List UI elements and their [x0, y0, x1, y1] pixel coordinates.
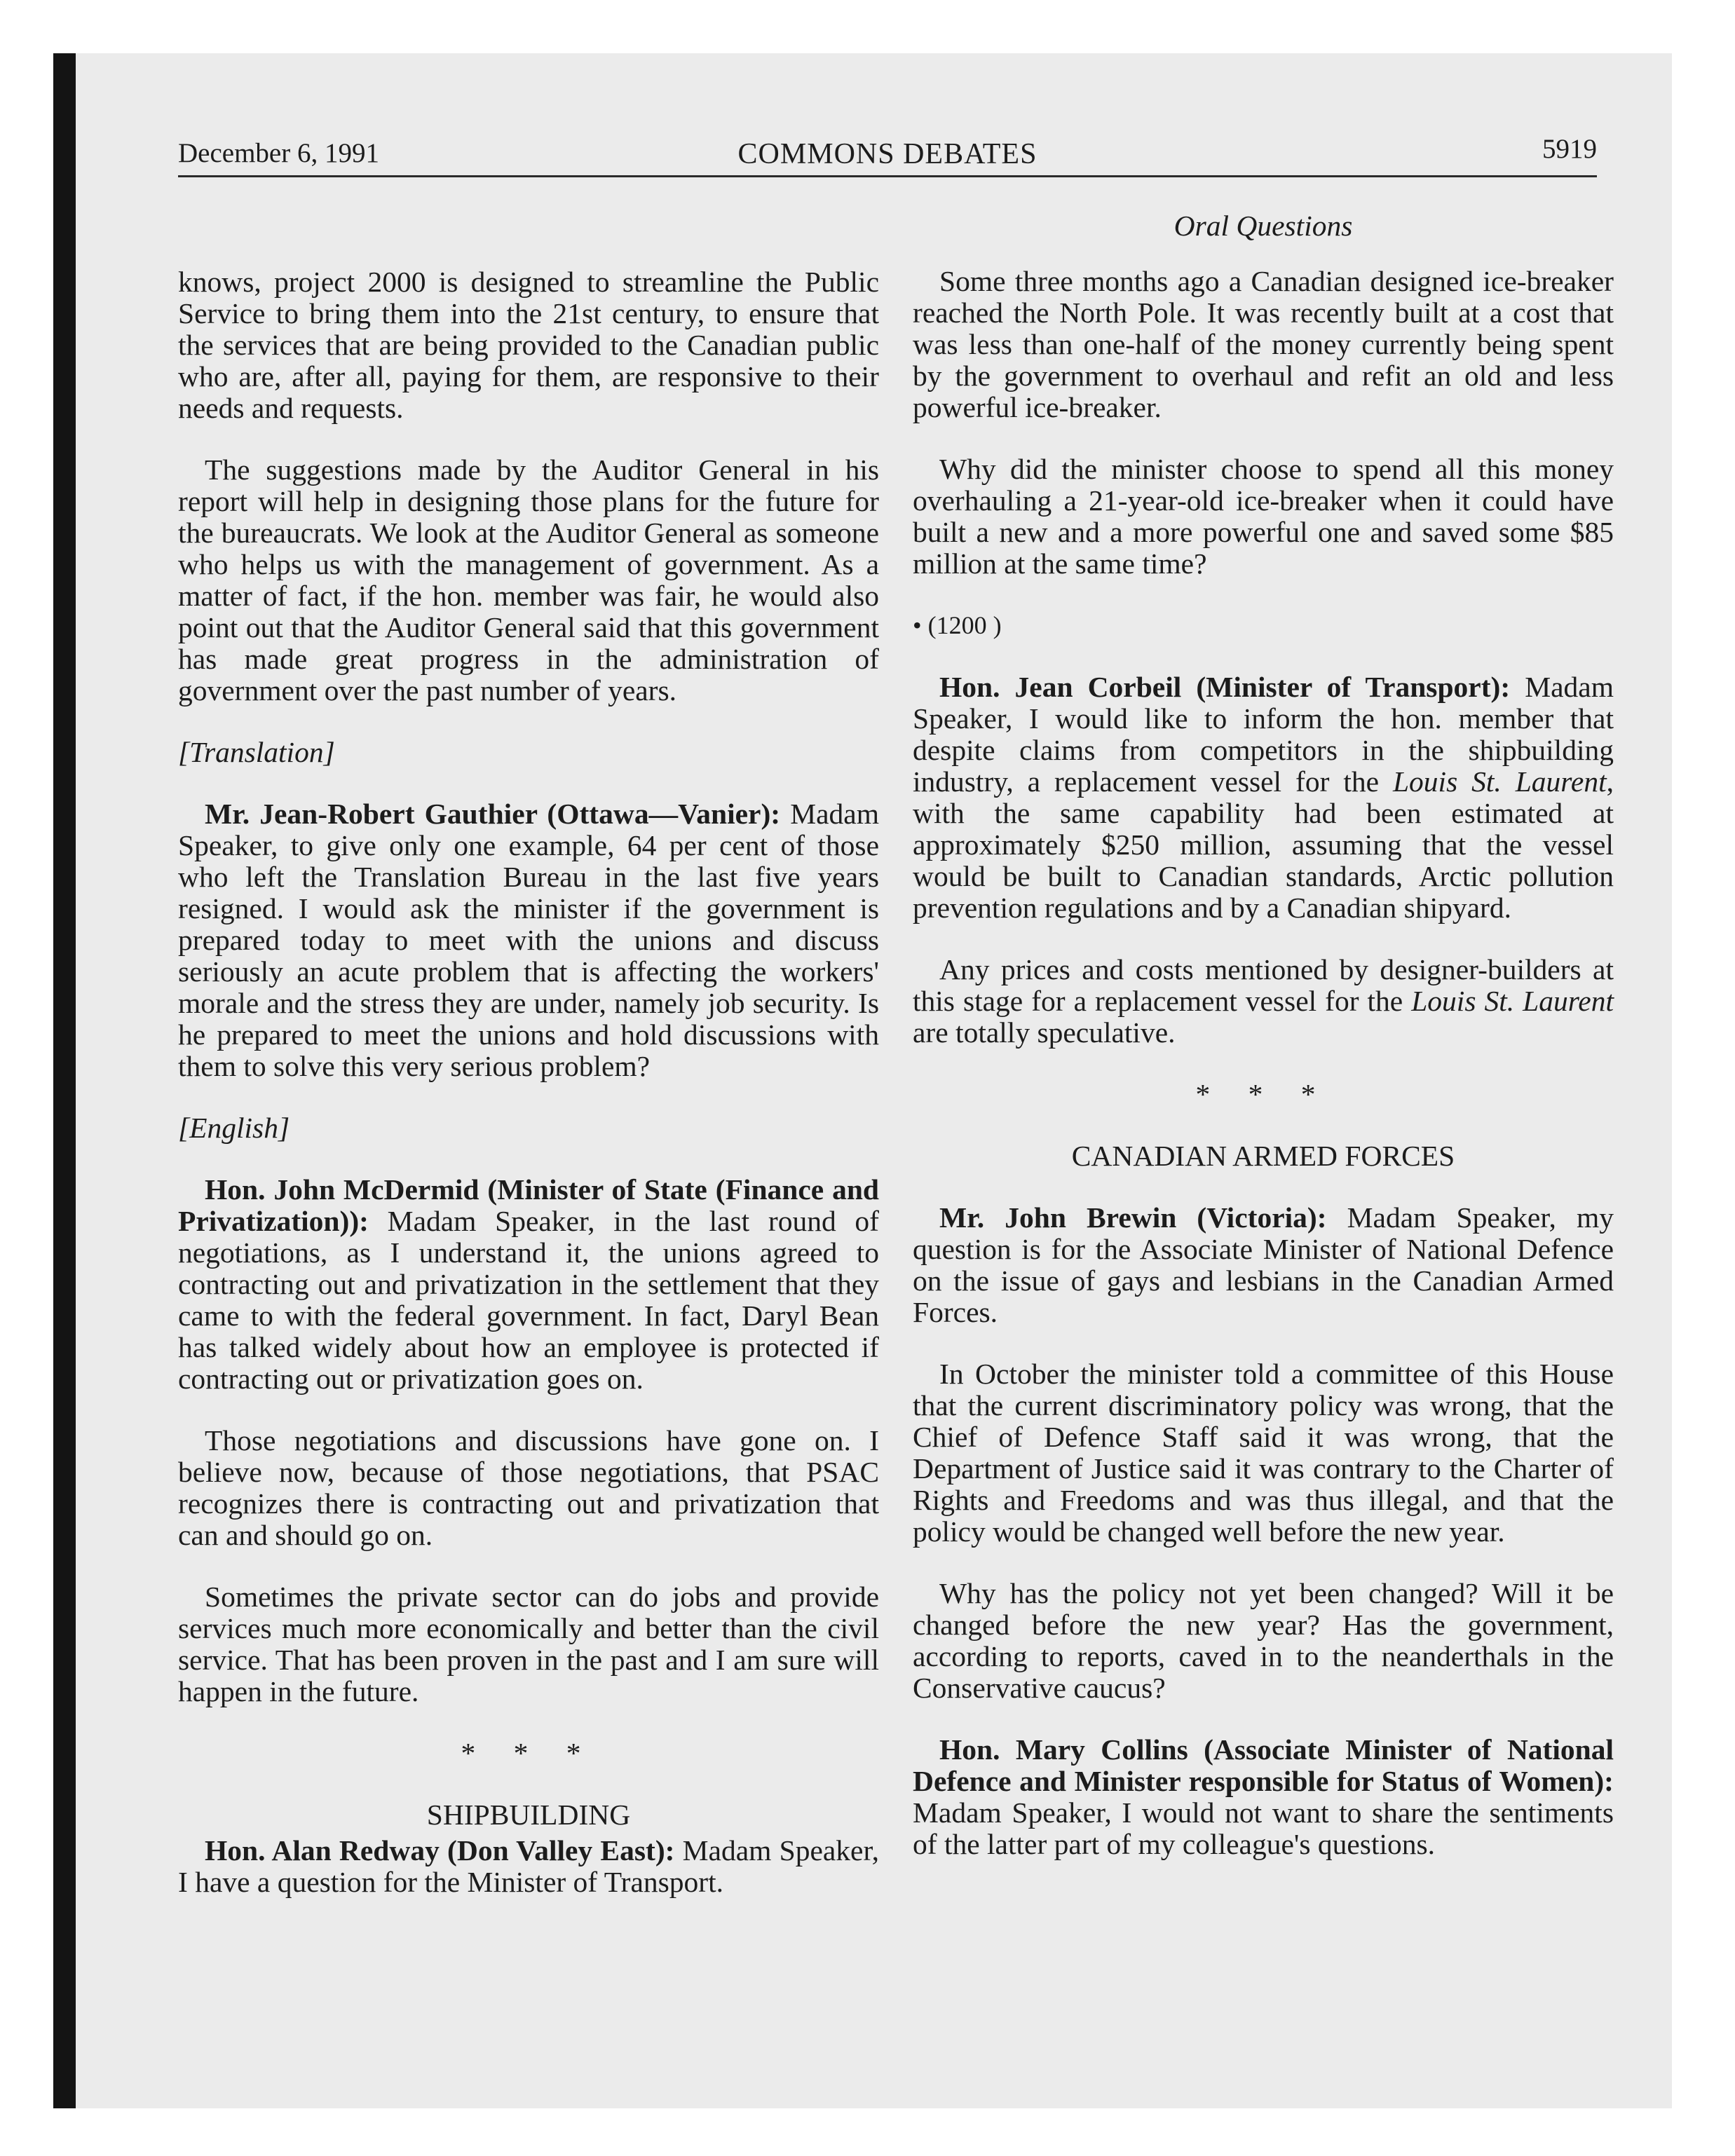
paragraph — [178, 1174, 879, 1395]
right-column — [913, 210, 1614, 1860]
speaker-name: Hon. Mary Collins (Associate Minister of National Defence and Minister responsible for Status of Women): — [913, 1733, 1614, 1797]
speech-text: Madam Speaker, my question is for the Associate Minister of National Defence on the issue of gays and lesbians in the Canadian Armed Forces. — [913, 1201, 1614, 1328]
paragraph — [178, 798, 879, 1082]
ship-name: Louis St. Laurent — [1411, 985, 1614, 1017]
speaker-name: Hon. Jean Corbeil (Minister of Transport): — [939, 671, 1511, 703]
page-header — [178, 84, 1597, 170]
speech-text: Madam Speaker, I would like to inform the hon. member that despite claims from competitors in the shipbuilding industry, a replacement vessel for the — [913, 671, 1614, 798]
paragraph — [913, 1202, 1614, 1328]
translation-note: [Translation] — [178, 736, 335, 768]
speech-text: Any prices and costs mentioned by designer-builders at this stage for a replacement vessel for the — [913, 953, 1614, 1017]
paragraph: Some three months ago a Canadian designed ice-breaker reached the North Pole. It was recently built at a cost that was less than one-half of the money currently being spent by the government to overhaul and refit an old and less powerful ice-breaker. — [913, 265, 1614, 423]
page-number: 5919 — [1542, 134, 1597, 164]
section-heading: CANADIAN ARMED FORCES — [1071, 1140, 1455, 1172]
ship-name: Louis St. Laurent — [1392, 765, 1607, 798]
speech-text: Madam Speaker, to give only one example, 64 per cent of those who left the Translation Bureau in the last five years resigned. I would ask the minister if the government is prepared today to meet with the unions and discuss seriously an acute problem that is affecting the workers' morale and the stress they are under, namely job security. Is he prepared to meet the unions and hold discussions with them to solve this very serious problem? — [178, 798, 879, 1082]
left-column — [178, 266, 879, 1928]
speaker-name: Mr. Jean-Robert Gauthier (Ottawa—Vanier): — [205, 798, 781, 830]
paragraph: knows, project 2000 is designed to streamline the Public Service to bring them into the 21st century, to ensure that the services that are being provided to the Canadian public who are, after all, paying for them, are responsive to their needs and requests. — [178, 266, 879, 424]
time-marker: • (1200 ) — [913, 611, 1002, 639]
paragraph — [913, 954, 1614, 1049]
running-head: Oral Questions — [1173, 210, 1353, 242]
speaker-name: Mr. John Brewin (Victoria): — [939, 1201, 1327, 1234]
header-date: December 6, 1991 — [178, 138, 379, 168]
paragraph: The suggestions made by the Auditor General in his report will help in designing those plans for the future for the bureaucrats. We look at the Auditor General as someone who helps us with the management of government. As a matter of fact, if the hon. member was fair, he would also point out that the Auditor General said that this government has made great progress in the administration of government over the past number of years. — [178, 453, 879, 707]
speaker-name: Hon. Alan Redway (Don Valley East): — [205, 1834, 675, 1867]
paragraph: In October the minister told a committee of this House that the current discriminatory policy was wrong, that the Chief of Defence Staff said it was wrong, that the Department of Justice said it was contrary to the Charter of Rights and Freedoms and was thus illegal, and that the policy would be changed well before the new year. — [913, 1358, 1614, 1548]
english-note: [English] — [178, 1112, 290, 1144]
section-separator: * * * — [1195, 1078, 1331, 1110]
paragraph — [913, 671, 1614, 924]
speech-text: , with the same capability had been estimated at approximately $250 million, assuming that the vessel would be built to Canadian standards, Arctic pollution prevention regulations and by a Canadian shipyard. — [913, 765, 1614, 924]
paragraph: Why did the minister choose to spend all this money overhauling a 21-year-old ice-breaker when it could have built a new and a more powerful one and saved some $85 million at the same time? — [913, 453, 1614, 580]
paragraph: Those negotiations and discussions have gone on. I believe now, because of those negotiations, that PSAC recognizes there is contracting out and privatization that can and should go on. — [178, 1424, 879, 1551]
section-separator: * * * — [461, 1737, 597, 1769]
speech-text: Madam Speaker, in the last round of negotiations, as I understand it, the unions agreed to contracting out and privatization in the settlement that they came to with the federal government. In fact, Daryl Bean has talked widely about how an employee is protected if contracting out or privatization goes on. — [178, 1205, 879, 1395]
paragraph: Why has the policy not yet been changed? Will it be changed before the new year? Has the government, according to reports, caved in to the neanderthals in the Conservative caucus? — [913, 1577, 1614, 1704]
header-title: COMMONS DEBATES — [737, 138, 1037, 170]
speech-text: are totally speculative. — [913, 1016, 1176, 1049]
section-heading: SHIPBUILDING — [426, 1799, 631, 1831]
speech-text: Madam Speaker, I would not want to share the sentiments of the latter part of my colleague's questions. — [913, 1796, 1614, 1860]
header-rule — [178, 175, 1597, 177]
paragraph: Sometimes the private sector can do jobs and provide services much more economically and better than the civil service. That has been proven in the past and I am sure will happen in the future. — [178, 1581, 879, 1707]
paragraph — [913, 1734, 1614, 1860]
binding-edge — [53, 53, 76, 2108]
paragraph — [178, 1835, 879, 1898]
speech-text: Madam Speaker, I have a question for the Minister of Transport. — [178, 1834, 879, 1898]
speaker-name: Hon. John McDermid (Minister of State (Finance and Privatization)): — [178, 1173, 879, 1237]
